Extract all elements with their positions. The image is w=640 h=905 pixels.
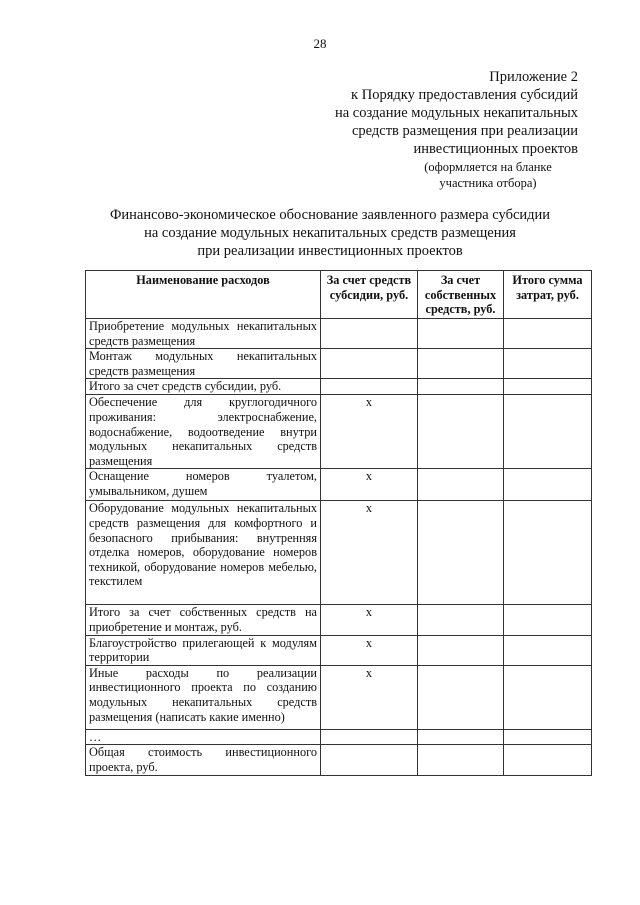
table-row <box>86 635 592 665</box>
cell-total <box>504 745 592 776</box>
cell-name: Обеспечение для круглогодичного проживания: электроснабжение, водоснабжение, водоотведение внутри модульных некапитальных средств размещения <box>86 395 321 469</box>
cell-subsidy: х <box>321 469 418 501</box>
header-total: Итого сумма затрат, руб. <box>504 271 592 319</box>
cell-name: Итого за счет средств субсидии, руб. <box>86 379 321 395</box>
cell-total <box>504 379 592 395</box>
cell-own <box>418 319 504 349</box>
table-row <box>86 501 592 605</box>
cell-name: Благоустройство прилегающей к модулям территории <box>86 635 321 665</box>
cell-own <box>418 665 504 729</box>
cell-own <box>418 605 504 635</box>
table-row <box>86 469 592 501</box>
cell-total <box>504 665 592 729</box>
cell-name: Общая стоимость инвестиционного проекта, руб. <box>86 745 321 776</box>
annex-header <box>278 68 578 191</box>
table-row <box>86 729 592 745</box>
title-line: Финансово-экономическое обоснование заявленного размера субсидии <box>109 207 551 223</box>
cell-own <box>418 501 504 605</box>
cell-subsidy <box>321 729 418 745</box>
annex-line: Приложение 2 <box>489 69 578 85</box>
cell-subsidy: х <box>321 605 418 635</box>
annex-line: инвестиционных проектов <box>413 141 578 157</box>
cell-name: Итого за счет собственных средств на приобретение и монтаж, руб. <box>86 605 321 635</box>
cell-name: Иные расходы по реализации инвестиционного проекта по созданию модульных некапитальных средств размещения (написать какие именно) <box>86 665 321 729</box>
table-row <box>86 379 592 395</box>
header-name: Наименование расходов <box>86 271 321 319</box>
table-row <box>86 319 592 349</box>
cell-total <box>504 635 592 665</box>
cell-total <box>504 395 592 469</box>
cell-own <box>418 349 504 379</box>
cell-name: Приобретение модульных некапитальных средств размещения <box>86 319 321 349</box>
cell-own <box>418 379 504 395</box>
cell-subsidy: х <box>321 665 418 729</box>
header-subsidy: За счет средств субсидии, руб. <box>321 271 418 319</box>
cell-total <box>504 729 592 745</box>
table-row <box>86 395 592 469</box>
table-row <box>86 349 592 379</box>
cell-subsidy <box>321 319 418 349</box>
header-own: За счет собственных средств, руб. <box>418 271 504 319</box>
cell-own <box>418 635 504 665</box>
cell-own <box>418 395 504 469</box>
cell-own <box>418 745 504 776</box>
annex-line: средств размещения при реализации <box>351 123 578 139</box>
cell-name: Оборудование модульных некапитальных средств размещения для комфортного и безопасного прибывания: внутренняя отделка номеров, оборудование номеров техникой, оборудование номеров мебелью, текстилем <box>86 501 321 605</box>
cell-name: Монтаж модульных некапитальных средств размещения <box>86 349 321 379</box>
cell-subsidy <box>321 379 418 395</box>
table-header-row <box>86 271 592 319</box>
cell-own <box>418 469 504 501</box>
cell-name: Оснащение номеров туалетом, умывальником, душем <box>86 469 321 501</box>
cell-total <box>504 319 592 349</box>
page-number: 28 <box>313 36 327 51</box>
cell-total <box>504 605 592 635</box>
cell-subsidy <box>321 349 418 379</box>
cell-name: … <box>86 729 321 745</box>
annex-note: (оформляется на бланке участника отбора) <box>424 160 552 190</box>
annex-line: к Порядку предоставления субсидий <box>351 87 578 103</box>
cell-total <box>504 349 592 379</box>
table-row <box>86 605 592 635</box>
annex-line: на создание модульных некапитальных <box>334 105 578 121</box>
document-title <box>60 206 600 260</box>
title-line: при реализации инвестиционных проектов <box>197 243 463 259</box>
cell-total <box>504 469 592 501</box>
cell-subsidy: х <box>321 635 418 665</box>
table-row <box>86 665 592 729</box>
title-line: на создание модульных некапитальных средств размещения <box>144 225 516 241</box>
cell-total <box>504 501 592 605</box>
cell-subsidy: х <box>321 501 418 605</box>
cell-own <box>418 729 504 745</box>
table-row <box>86 745 592 776</box>
cell-subsidy <box>321 745 418 776</box>
cell-subsidy: х <box>321 395 418 469</box>
expense-table <box>85 270 592 776</box>
